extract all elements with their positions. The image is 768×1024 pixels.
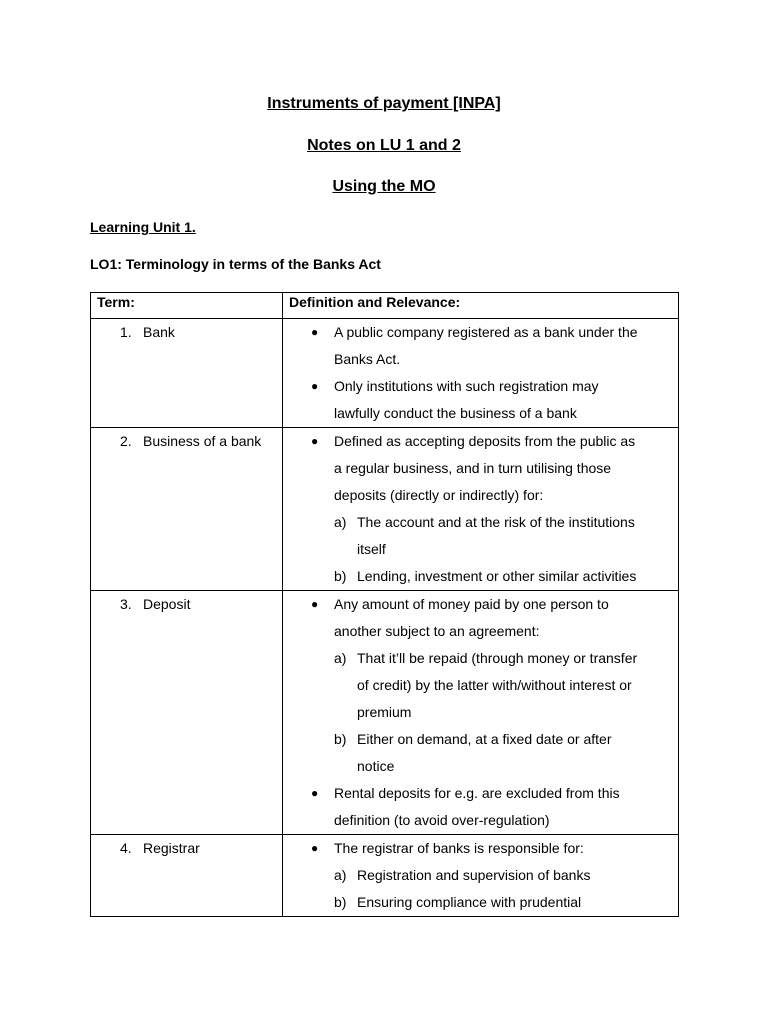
learning-outcome-heading: LO1: Terminology in terms of the Banks Act: [90, 256, 381, 272]
bullet-icon: ●: [311, 434, 319, 448]
line-text: Lending, investment or other similar activities: [357, 568, 637, 584]
item-continuation: [283, 482, 678, 509]
line-text: Defined as accepting deposits from the public as: [334, 433, 636, 449]
term-column-header: Term:: [91, 293, 283, 319]
line-text: premium: [357, 704, 412, 720]
sub-item-marker: a): [334, 650, 347, 666]
term-number: 4.: [120, 840, 132, 856]
line-text: Ensuring compliance with prudential: [357, 894, 582, 910]
term-cell: [91, 428, 283, 591]
table-row: [91, 835, 679, 917]
sub-item: [283, 862, 678, 889]
term-number: 3.: [120, 596, 132, 612]
line-text: a regular business, and in turn utilising those: [334, 460, 612, 476]
table-row: [91, 319, 679, 428]
item-continuation: [283, 672, 678, 699]
line-text: deposits (directly or indirectly) for:: [334, 487, 544, 503]
sub-item: [283, 563, 678, 590]
bullet-icon: ●: [311, 325, 319, 339]
line-text: Either on demand, at a fixed date or after: [357, 731, 612, 747]
sub-item-marker: a): [334, 867, 347, 883]
line-text: Registration and supervision of banks: [357, 867, 591, 883]
sub-item-marker: b): [334, 731, 347, 747]
item-continuation: [283, 536, 678, 563]
term-cell: [91, 835, 283, 917]
term-name: Deposit: [143, 596, 191, 612]
bullet-item: [283, 428, 678, 455]
document-subtitle-2: Using the MO: [332, 178, 436, 195]
sub-item: [283, 509, 678, 536]
terminology-table: [90, 292, 679, 917]
definition-cell: [283, 591, 679, 835]
bullet-icon: ●: [311, 786, 319, 800]
term-name: Bank: [143, 324, 175, 340]
bullet-icon: ●: [311, 841, 319, 855]
line-text: lawfully conduct the business of a bank: [334, 405, 577, 421]
term-cell: [91, 319, 283, 428]
item-continuation: [283, 618, 678, 645]
sub-item-marker: a): [334, 514, 347, 530]
bullet-item: [283, 373, 678, 400]
line-text: definition (to avoid over-regulation): [334, 812, 550, 828]
table-body: [91, 319, 679, 917]
bullet-icon: ●: [311, 597, 319, 611]
item-continuation: [283, 753, 678, 780]
bullet-item: [283, 780, 678, 807]
sub-item: [283, 889, 678, 916]
item-continuation: [283, 699, 678, 726]
definition-cell: [283, 835, 679, 917]
line-text: of credit) by the latter with/without interest or: [357, 677, 632, 693]
item-continuation: [283, 807, 678, 834]
document-subtitle: Notes on LU 1 and 2: [307, 137, 461, 154]
bullet-item: [283, 319, 678, 346]
line-text: another subject to an agreement:: [334, 623, 540, 639]
definition-cell: [283, 319, 679, 428]
line-text: notice: [357, 758, 395, 774]
line-text: Rental deposits for e.g. are excluded from this: [334, 785, 620, 801]
line-text: Banks Act.: [334, 351, 401, 367]
term-cell: [91, 591, 283, 835]
table-row: [91, 591, 679, 835]
learning-unit-heading: Learning Unit 1.: [90, 219, 196, 235]
term-number: 2.: [120, 433, 132, 449]
line-text: Only institutions with such registration may: [334, 378, 599, 394]
line-text: The registrar of banks is responsible for:: [334, 840, 584, 856]
sub-item-marker: b): [334, 894, 347, 910]
bullet-item: [283, 591, 678, 618]
definition-column-header: Definition and Relevance:: [283, 293, 679, 319]
item-continuation: [283, 455, 678, 482]
item-continuation: [283, 346, 678, 373]
line-text: A public company registered as a bank under the: [334, 324, 638, 340]
line-text: itself: [357, 541, 386, 557]
term-name: Business of a bank: [143, 433, 262, 449]
sub-item: [283, 645, 678, 672]
table-row: [91, 428, 679, 591]
bullet-item: [283, 835, 678, 862]
item-continuation: [283, 400, 678, 427]
definition-cell: [283, 428, 679, 591]
term-number: 1.: [120, 324, 132, 340]
table-header-row: [91, 293, 679, 319]
sub-item: [283, 726, 678, 753]
term-name: Registrar: [143, 840, 200, 856]
line-text: Any amount of money paid by one person to: [334, 596, 609, 612]
line-text: That it’ll be repaid (through money or transfer: [357, 650, 638, 666]
sub-item-marker: b): [334, 568, 347, 584]
document-title: Instruments of payment [INPA]: [267, 95, 501, 112]
line-text: The account and at the risk of the institutions: [357, 514, 635, 530]
bullet-icon: ●: [311, 379, 319, 393]
